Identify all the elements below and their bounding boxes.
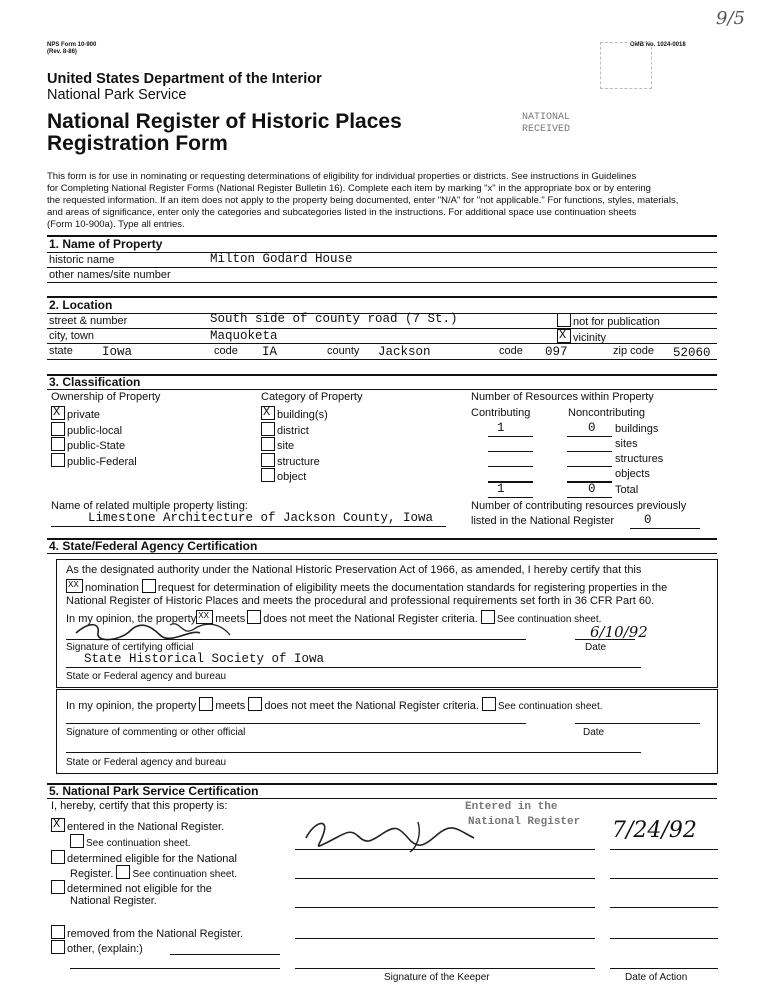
noncontributing-heading: Noncontributing: [568, 407, 646, 419]
entered-checkbox[interactable]: [51, 818, 65, 832]
rule: [567, 482, 612, 483]
other-checkbox[interactable]: [51, 940, 65, 954]
not-for-publication-label: not for publication: [573, 316, 660, 328]
section-divider: [47, 296, 717, 298]
other-option[interactable]: [51, 940, 143, 955]
instructions-line: (Form 10-900a). Type all entries.: [47, 219, 185, 230]
stamp-smudge: [600, 42, 652, 89]
historic-name-value[interactable]: Milton Godard House: [210, 252, 353, 266]
instructions-line: for Completing National Register Forms (National Register Bulletin 16). Complete each item by marking "x" in the appropriate box or by entering: [47, 183, 651, 194]
vicinity[interactable]: [557, 329, 606, 344]
ownership-public-state-checkbox[interactable]: [51, 437, 65, 451]
category-buildings-checkbox[interactable]: [261, 406, 275, 420]
ownership-public-state-label: public-State: [67, 440, 126, 452]
action-date-value[interactable]: 7/24/92: [612, 818, 697, 843]
rule: [47, 282, 717, 283]
rule: [488, 466, 533, 467]
previously-listed-value[interactable]: 0: [644, 513, 652, 527]
not-eligible-line2: National Register.: [70, 895, 157, 907]
determined-eligible-checkbox[interactable]: [51, 850, 65, 864]
opinion-prefix: In my opinion, the property: [66, 613, 197, 625]
section2-heading: 2. Location: [49, 298, 113, 312]
determination-request-checkbox[interactable]: [142, 579, 156, 593]
category-site[interactable]: [261, 437, 294, 452]
see-continuation-label: See continuation sheet.: [86, 838, 191, 849]
other-label: other, (explain:): [67, 943, 143, 955]
determined-eligible-label-2: Register.: [70, 868, 114, 880]
opinion-prefix: In my opinion, the property: [66, 700, 197, 712]
keeper-intro: I, hereby, certify that this property is:: [51, 800, 228, 812]
corner-mark: 9/5: [716, 8, 745, 29]
zip-label: zip code: [613, 345, 654, 357]
form-number: NPS Form 10-900: [47, 42, 97, 48]
category-object[interactable]: [261, 468, 306, 483]
meets-checkbox[interactable]: [199, 697, 213, 711]
resource-label: Total: [615, 484, 639, 496]
noncontributing-count[interactable]: 0: [588, 421, 596, 435]
state-code-label: code: [214, 345, 238, 357]
previously-listed-label-2: listed in the National Register: [471, 515, 615, 527]
cert-line-3: National Register of Historic Places and meets the procedural and professional requirements set forth in 36 CFR Part 60.: [66, 595, 655, 607]
ownership-private-checkbox[interactable]: [51, 406, 65, 420]
rule: [47, 343, 717, 344]
rule: [295, 849, 595, 850]
rule: [66, 752, 641, 753]
meets-label: meets: [215, 700, 246, 712]
instructions: [47, 171, 678, 231]
rule: [51, 526, 446, 527]
resource-label: sites: [615, 438, 638, 450]
not-for-publication[interactable]: [557, 313, 660, 328]
resources-heading: Number of Resources within Property: [471, 391, 654, 403]
certifying-date-value[interactable]: 6/10/92: [590, 623, 648, 641]
does-not-meet-checkbox[interactable]: [248, 697, 262, 711]
county-code-label: code: [499, 345, 523, 357]
form-title: National Register of Historic Places: [47, 110, 402, 133]
rule: [47, 328, 717, 329]
rule: [488, 482, 533, 483]
resource-label: structures: [615, 453, 664, 465]
rule: [610, 849, 718, 850]
city-value[interactable]: Maquoketa: [210, 329, 278, 343]
zip-value[interactable]: 52060: [673, 346, 711, 360]
rule: [567, 466, 612, 467]
service-name: National Park Service: [47, 87, 187, 103]
entered-continuation[interactable]: [70, 834, 191, 849]
rule: [47, 389, 717, 390]
rule: [610, 907, 718, 908]
previously-listed-label-1: Number of contributing resources previously: [471, 500, 687, 512]
certifying-signature: [70, 615, 270, 645]
cert-line-1: As the designated authority under the National Historic Preservation Act of 1966, as amended, I hereby certify that this: [66, 564, 642, 576]
rule: [47, 798, 717, 799]
meets-label: meets: [215, 613, 246, 625]
contributing-total[interactable]: 1: [497, 482, 505, 496]
rule: [567, 451, 612, 452]
rule: [610, 878, 718, 879]
section-divider: [47, 374, 717, 376]
category-district[interactable]: [261, 422, 309, 437]
category-object-checkbox[interactable]: [261, 468, 275, 482]
category-buildings[interactable]: [261, 406, 328, 421]
ownership-public-local-checkbox[interactable]: [51, 422, 65, 436]
cert-line-2: [66, 579, 667, 594]
determined-eligible-line2: [70, 865, 237, 880]
rule: [575, 639, 635, 640]
ownership-heading: Ownership of Property: [51, 391, 161, 403]
category-district-label: district: [277, 425, 309, 437]
street-label: street & number: [49, 315, 128, 327]
ownership-private[interactable]: [51, 406, 100, 421]
opinion-line-2: [66, 697, 603, 712]
keeper-signature: [298, 812, 498, 854]
category-structure-checkbox[interactable]: [261, 453, 275, 467]
entered-stamp-line1: Entered in the: [465, 801, 558, 813]
see-continuation-label: See continuation sheet.: [132, 869, 238, 880]
instructions-line: and areas of significance, enter only the categories and subcategories listed in the instructions. For additional space use continuation sheets: [47, 207, 637, 218]
rule: [567, 436, 612, 437]
category-buildings-label: building(s): [277, 409, 328, 421]
entered-stamp-line2: National Register: [468, 816, 581, 828]
determined-eligible-label: determined eligible for the National: [67, 853, 237, 865]
state-label: state: [49, 345, 73, 357]
rule: [70, 968, 280, 969]
related-listing-label: Name of related multiple property listing:: [51, 500, 248, 512]
omb-number: OMB No. 1024-0018: [630, 42, 686, 48]
rule: [295, 968, 595, 969]
historic-name-label: historic name: [49, 254, 115, 266]
category-heading: Category of Property: [261, 391, 363, 403]
nomination-checkbox[interactable]: [66, 579, 83, 593]
category-site-checkbox[interactable]: [261, 437, 275, 451]
contributing-heading: Contributing: [471, 407, 531, 419]
not-for-publication-checkbox[interactable]: [557, 313, 571, 327]
rule: [488, 436, 533, 437]
signature-label: Signature of certifying official: [66, 642, 194, 653]
instructions-line: the requested information. If an item does not apply to the property being documented, enter "N/A" for "not applicable." For functions, styles, materials,: [47, 195, 679, 206]
rule: [630, 528, 700, 529]
see-continuation-checkbox[interactable]: [482, 697, 496, 711]
see-continuation-checkbox[interactable]: [481, 610, 495, 624]
category-district-checkbox[interactable]: [261, 422, 275, 436]
noncontributing-total[interactable]: 0: [588, 482, 596, 496]
entered-label: entered in the National Register.: [67, 821, 225, 833]
does-not-meet-label: does not meet the National Register criteria.: [263, 613, 478, 625]
ownership-private-label: private: [67, 409, 101, 421]
rule: [295, 878, 595, 879]
rule: [47, 359, 717, 360]
determined-eligible-option[interactable]: [51, 850, 237, 865]
not-eligible-option[interactable]: [51, 880, 212, 895]
rule: [567, 497, 612, 498]
ownership-public-federal[interactable]: [51, 453, 137, 468]
category-structure[interactable]: [261, 453, 320, 468]
county-value[interactable]: Jackson: [378, 345, 431, 359]
state-code-value[interactable]: IA: [262, 345, 278, 359]
section3-heading: 3. Classification: [49, 375, 141, 389]
nomination-label: nomination: [85, 582, 139, 594]
resource-label: buildings: [615, 423, 659, 435]
city-label: city, town: [49, 330, 95, 342]
category-structure-label: structure: [277, 456, 320, 468]
vicinity-checkbox[interactable]: [557, 329, 571, 343]
rule: [47, 267, 717, 268]
instructions-line: This form is for use in nominating or requesting determinations of eligibility for individual properties or districts. See instructions in Guidelines: [47, 171, 637, 182]
rule: [295, 907, 595, 908]
ownership-public-federal-checkbox[interactable]: [51, 453, 65, 467]
commenting-signature-label: Signature of commenting or other official: [66, 727, 246, 738]
rule: [66, 639, 526, 640]
date-label-2: Date: [583, 727, 605, 738]
state-value[interactable]: Iowa: [102, 345, 133, 359]
street-value[interactable]: South side of county road (7 St.): [210, 312, 458, 326]
rule: [488, 497, 533, 498]
form-revision: (Rev. 8-86): [47, 49, 77, 55]
see-continuation-label: See continuation sheet.: [496, 614, 602, 625]
rule: [610, 968, 718, 969]
cert-line-2-rest: request for determination of eligibility meets the documentation standards for registering properties in the: [157, 582, 668, 594]
category-object-label: object: [277, 471, 307, 483]
resource-label: objects: [615, 468, 650, 480]
does-not-meet-label: does not meet the National Register criteria.: [264, 700, 479, 712]
county-label: county: [327, 345, 360, 357]
received-stamp-line2: RECEIVED: [522, 124, 571, 135]
rule: [170, 954, 280, 955]
ownership-public-local-label: public-local: [67, 425, 123, 437]
rule: [66, 667, 641, 668]
keeper-signature-label: Signature of the Keeper: [384, 972, 490, 983]
see-continuation-label: See continuation sheet.: [498, 701, 603, 712]
ownership-public-state[interactable]: [51, 437, 125, 452]
not-eligible-checkbox[interactable]: [51, 880, 65, 894]
removed-checkbox[interactable]: [51, 925, 65, 939]
entered-option[interactable]: [51, 818, 224, 833]
agency-value[interactable]: State Historical Society of Iowa: [84, 652, 325, 666]
other-names-label: other names/site number: [49, 269, 171, 281]
vicinity-label: vicinity: [573, 332, 607, 344]
related-listing-value[interactable]: Limestone Architecture of Jackson County, Iowa: [88, 511, 434, 525]
department-name: United States Department of the Interior: [47, 71, 322, 87]
agency-label: State or Federal agency and bureau: [66, 671, 227, 682]
county-code-value[interactable]: 097: [545, 345, 568, 359]
rule: [295, 938, 595, 939]
rule: [610, 938, 718, 939]
see-continuation-checkbox[interactable]: [70, 834, 84, 848]
contributing-count[interactable]: 1: [497, 421, 505, 435]
date-of-action-label: Date of Action: [625, 972, 688, 983]
removed-option[interactable]: [51, 925, 243, 940]
date-label: Date: [585, 642, 607, 653]
rule: [47, 553, 717, 554]
section4-heading: 4. State/Federal Agency Certification: [49, 539, 258, 553]
rule: [575, 723, 700, 724]
see-continuation-checkbox[interactable]: [116, 865, 130, 879]
section5-heading: 5. National Park Service Certification: [49, 784, 259, 798]
removed-label: removed from the National Register.: [67, 928, 244, 940]
rule: [66, 723, 526, 724]
ownership-public-federal-label: public-Federal: [67, 456, 137, 468]
form-subtitle: Registration Form: [47, 132, 228, 155]
received-stamp-line1: NATIONAL: [522, 112, 571, 123]
agency-label-2: State or Federal agency and bureau: [66, 757, 227, 768]
not-eligible-label: determined not eligible for the: [67, 883, 212, 895]
section1-heading: 1. Name of Property: [49, 237, 163, 251]
category-site-label: site: [277, 440, 295, 452]
rule: [488, 451, 533, 452]
rule: [47, 252, 717, 253]
ownership-public-local[interactable]: [51, 422, 122, 437]
